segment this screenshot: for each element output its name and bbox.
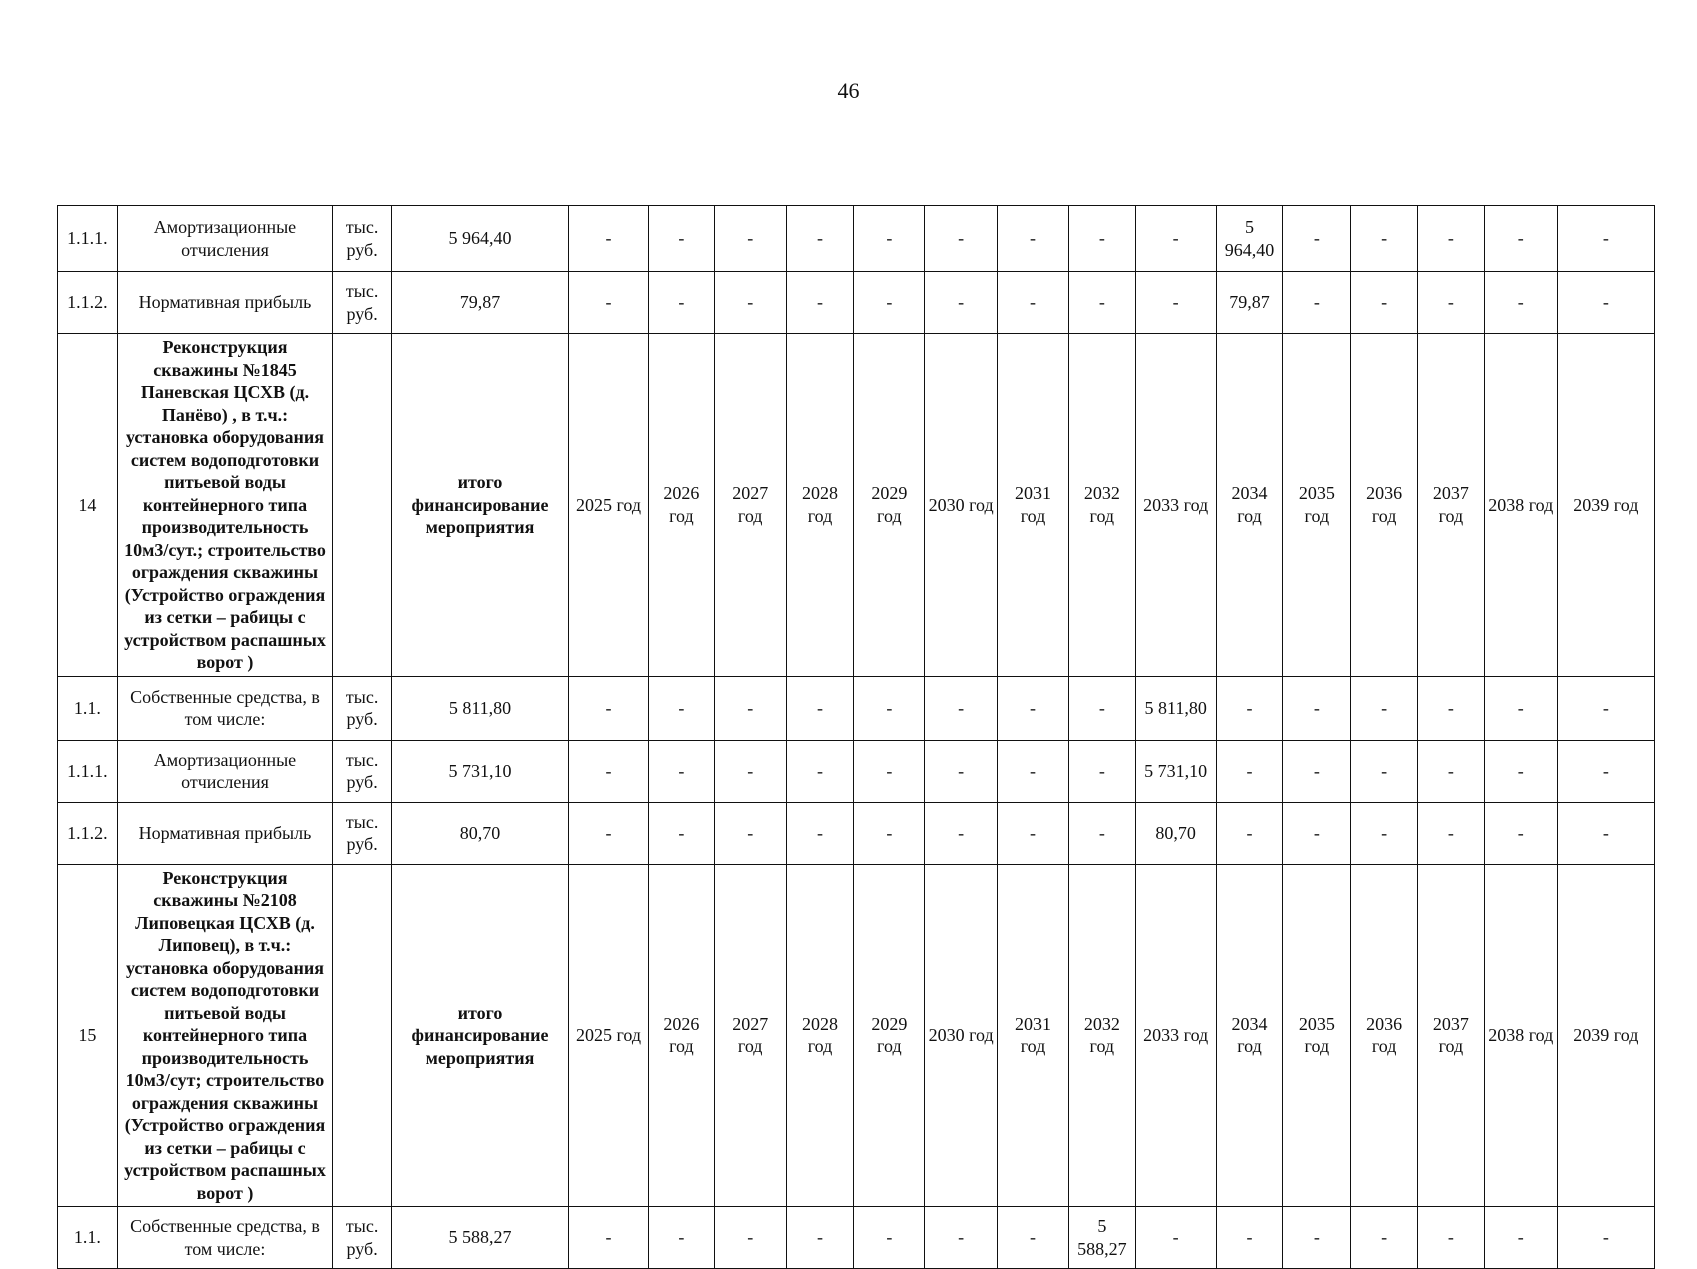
year-value-cell: - [854, 676, 925, 740]
year-value-cell: - [786, 272, 854, 334]
table-row [58, 740, 1655, 802]
year-value-cell: - [998, 802, 1069, 864]
year-value-cell: 80,70 [1135, 802, 1216, 864]
year-value-cell: - [1068, 206, 1135, 272]
year-value-cell: - [854, 802, 925, 864]
year-header-cell: 2039 год [1557, 864, 1654, 1207]
project-name-cell: Реконструкция скважины №1845 Паневская ЦСХВ (д. Панёво) , в т.ч.: установка оборудования систем водоподготовки питьевой воды контейнерного типа производительность 10м3/сут.; строительство ограждения скважины (Устройство ограждения из сетки – рабицы с устройством распашных ворот ) [117, 334, 333, 677]
year-value-cell: - [1351, 206, 1418, 272]
project-name-cell: Реконструкция скважины №2108 Липовецкая ЦСХВ (д. Липовец), в т.ч.: установка оборудования систем водоподготовки питьевой воды контейнерного типа производительность 10м3/сут; строительство ограждения скважины (Устройство ограждения из сетки – рабицы с устройством распашных ворот ) [117, 864, 333, 1207]
year-value-cell: - [648, 206, 714, 272]
page-number: 46 [837, 78, 860, 103]
year-header-cell: 2033 год [1135, 334, 1216, 677]
item-name-cell: Нормативная прибыль [117, 272, 333, 334]
year-value-cell: - [925, 676, 998, 740]
year-value-cell: - [648, 676, 714, 740]
year-header-cell: 2036 год [1351, 864, 1418, 1207]
table-row [58, 206, 1655, 272]
year-value-cell: - [1351, 272, 1418, 334]
year-value-cell: - [648, 1207, 714, 1269]
year-value-cell: - [854, 1207, 925, 1269]
year-header-cell: 2025 год [569, 334, 649, 677]
year-value-cell: - [648, 802, 714, 864]
total-value-cell: 5 964,40 [391, 206, 568, 272]
project-row [58, 864, 1655, 1207]
year-value-cell: 5 811,80 [1135, 676, 1216, 740]
year-value-cell: 5 964,40 [1216, 206, 1283, 272]
table-row [58, 676, 1655, 740]
year-header-cell: 2037 год [1418, 864, 1485, 1207]
row-number-cell: 1.1.2. [58, 272, 118, 334]
year-header-cell: 2035 год [1283, 334, 1351, 677]
total-value-cell: 5 731,10 [391, 740, 568, 802]
item-name-cell: Собственные средства, в том числе: [117, 676, 333, 740]
unit-cell: тыс. руб. [333, 802, 392, 864]
year-value-cell: - [786, 1207, 854, 1269]
year-value-cell: - [925, 802, 998, 864]
year-header-cell: 2033 год [1135, 864, 1216, 1207]
year-value-cell: - [854, 272, 925, 334]
year-value-cell: - [786, 740, 854, 802]
year-header-cell: 2030 год [925, 334, 998, 677]
year-value-cell: - [1135, 1207, 1216, 1269]
unit-cell: тыс. руб. [333, 1207, 392, 1269]
year-header-cell: 2038 год [1484, 334, 1557, 677]
year-header-cell: 2027 год [714, 334, 786, 677]
year-header-cell: 2028 год [786, 334, 854, 677]
year-value-cell: - [1484, 206, 1557, 272]
year-value-cell: - [714, 1207, 786, 1269]
year-value-cell: 5 588,27 [1068, 1207, 1135, 1269]
year-value-cell: - [714, 206, 786, 272]
year-value-cell: - [1557, 740, 1654, 802]
year-value-cell: - [786, 802, 854, 864]
year-value-cell: - [714, 802, 786, 864]
year-value-cell: - [1557, 272, 1654, 334]
year-value-cell: - [1216, 676, 1283, 740]
unit-cell: тыс. руб. [333, 676, 392, 740]
year-value-cell: - [1484, 676, 1557, 740]
year-value-cell: - [998, 740, 1069, 802]
year-value-cell: - [714, 740, 786, 802]
year-header-cell: 2035 год [1283, 864, 1351, 1207]
table-row [58, 272, 1655, 334]
year-value-cell: - [1418, 206, 1485, 272]
year-value-cell: - [998, 1207, 1069, 1269]
year-value-cell: - [1283, 676, 1351, 740]
unit-cell: тыс. руб. [333, 272, 392, 334]
year-header-cell: 2039 год [1557, 334, 1654, 677]
year-value-cell: - [1557, 802, 1654, 864]
year-header-cell: 2031 год [998, 864, 1069, 1207]
year-value-cell: - [1557, 676, 1654, 740]
year-value-cell: - [1283, 1207, 1351, 1269]
year-value-cell: - [1283, 206, 1351, 272]
year-value-cell: - [569, 740, 649, 802]
year-value-cell: - [1351, 676, 1418, 740]
item-name-cell: Амортизационные отчисления [117, 740, 333, 802]
year-value-cell: - [1418, 676, 1485, 740]
item-name-cell: Нормативная прибыль [117, 802, 333, 864]
year-value-cell: - [1351, 740, 1418, 802]
year-value-cell: - [1068, 802, 1135, 864]
unit-cell: тыс. руб. [333, 740, 392, 802]
year-value-cell: - [1068, 740, 1135, 802]
year-value-cell: - [1557, 1207, 1654, 1269]
item-name-cell: Амортизационные отчисления [117, 206, 333, 272]
total-value-cell: 5 811,80 [391, 676, 568, 740]
year-header-cell: 2030 год [925, 864, 998, 1207]
year-value-cell: - [1418, 1207, 1485, 1269]
year-header-cell: 2038 год [1484, 864, 1557, 1207]
year-value-cell: - [1351, 802, 1418, 864]
year-value-cell: - [1068, 676, 1135, 740]
year-value-cell: - [569, 1207, 649, 1269]
year-value-cell: - [998, 676, 1069, 740]
year-value-cell: - [925, 206, 998, 272]
table-row [58, 802, 1655, 864]
year-value-cell: - [786, 676, 854, 740]
year-value-cell: 5 731,10 [1135, 740, 1216, 802]
row-number-cell: 1.1.1. [58, 206, 118, 272]
year-value-cell: - [925, 740, 998, 802]
year-value-cell: - [1068, 272, 1135, 334]
year-value-cell: - [1351, 1207, 1418, 1269]
year-value-cell: - [1216, 1207, 1283, 1269]
year-value-cell: - [1484, 740, 1557, 802]
project-row [58, 334, 1655, 677]
year-header-cell: 2029 год [854, 334, 925, 677]
year-value-cell: - [648, 272, 714, 334]
year-header-cell: 2032 год [1068, 864, 1135, 1207]
year-value-cell: - [1418, 802, 1485, 864]
unit-cell [333, 334, 392, 677]
item-name-cell: Собственные средства, в том числе: [117, 1207, 333, 1269]
row-number-cell: 1.1.2. [58, 802, 118, 864]
year-value-cell: - [569, 206, 649, 272]
year-header-cell: 2032 год [1068, 334, 1135, 677]
year-value-cell: - [1216, 740, 1283, 802]
total-value-cell: 80,70 [391, 802, 568, 864]
year-value-cell: - [714, 272, 786, 334]
year-value-cell: - [925, 272, 998, 334]
year-value-cell: - [854, 740, 925, 802]
row-number-cell: 14 [58, 334, 118, 677]
row-number-cell: 1.1.1. [58, 740, 118, 802]
year-value-cell: - [1283, 740, 1351, 802]
year-value-cell: - [1418, 272, 1485, 334]
row-number-cell: 1.1. [58, 676, 118, 740]
year-value-cell: - [854, 206, 925, 272]
year-value-cell: - [998, 272, 1069, 334]
year-value-cell: - [786, 206, 854, 272]
year-value-cell: - [1557, 206, 1654, 272]
year-value-cell: - [569, 272, 649, 334]
year-value-cell: - [1484, 272, 1557, 334]
total-value-cell: 5 588,27 [391, 1207, 568, 1269]
year-value-cell: - [1216, 802, 1283, 864]
year-value-cell: - [1484, 802, 1557, 864]
year-header-cell: 2029 год [854, 864, 925, 1207]
total-value-cell: 79,87 [391, 272, 568, 334]
year-value-cell: - [714, 676, 786, 740]
table-row [58, 1207, 1655, 1269]
year-value-cell: - [1418, 740, 1485, 802]
row-number-cell: 1.1. [58, 1207, 118, 1269]
year-value-cell: - [648, 740, 714, 802]
year-value-cell: 79,87 [1216, 272, 1283, 334]
year-header-cell: 2027 год [714, 864, 786, 1207]
year-header-cell: 2037 год [1418, 334, 1485, 677]
year-value-cell: - [1135, 272, 1216, 334]
unit-cell: тыс. руб. [333, 206, 392, 272]
total-header-cell: итого финансирование мероприятия [391, 334, 568, 677]
year-header-cell: 2034 год [1216, 864, 1283, 1207]
year-value-cell: - [569, 802, 649, 864]
year-header-cell: 2034 год [1216, 334, 1283, 677]
year-header-cell: 2031 год [998, 334, 1069, 677]
year-value-cell: - [569, 676, 649, 740]
year-value-cell: - [925, 1207, 998, 1269]
year-value-cell: - [1283, 802, 1351, 864]
year-header-cell: 2025 год [569, 864, 649, 1207]
year-header-cell: 2028 год [786, 864, 854, 1207]
financing-table [57, 205, 1655, 1269]
total-header-cell: итого финансирование мероприятия [391, 864, 568, 1207]
year-header-cell: 2026 год [648, 334, 714, 677]
year-header-cell: 2036 год [1351, 334, 1418, 677]
year-value-cell: - [1283, 272, 1351, 334]
year-value-cell: - [998, 206, 1069, 272]
year-value-cell: - [1484, 1207, 1557, 1269]
unit-cell [333, 864, 392, 1207]
row-number-cell: 15 [58, 864, 118, 1207]
year-header-cell: 2026 год [648, 864, 714, 1207]
year-value-cell: - [1135, 206, 1216, 272]
